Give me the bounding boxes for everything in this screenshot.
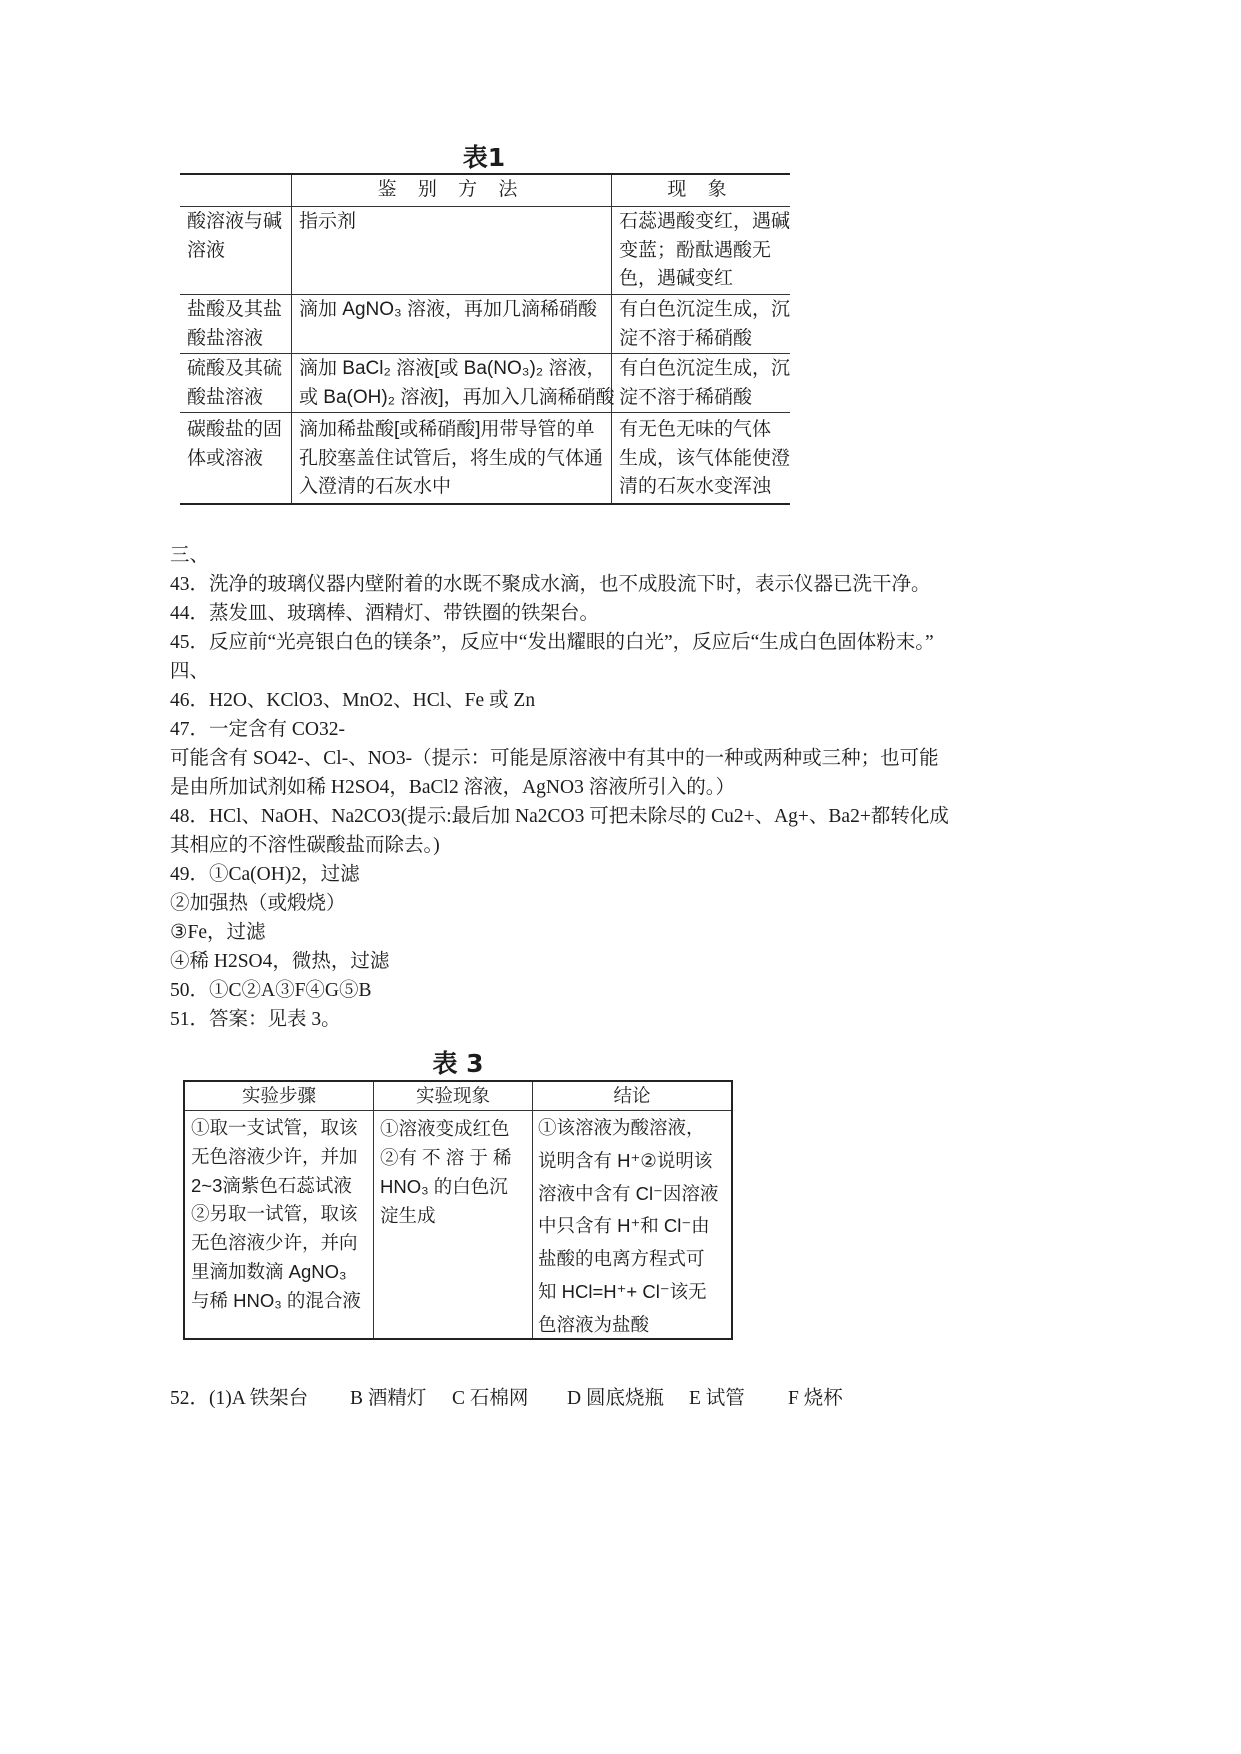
cell-line: 体或溶液	[187, 447, 264, 469]
cell-line: 盐酸的电离方程式可	[538, 1248, 705, 1270]
cell-line: ①该溶液为酸溶液，	[538, 1117, 705, 1138]
cell-line: 滴加 AgNO₃ 溶液，再加几滴稀硝酸	[299, 299, 598, 320]
cell-line: 碳酸盐的固	[187, 419, 283, 440]
answer-text-block	[170, 541, 949, 1034]
answer-line-49-cont: ③Fe，过滤	[170, 922, 266, 943]
q52-item-b: B 酒精灯	[350, 1388, 427, 1409]
answer-line-45: 45．反应前“光亮银白色的镁条”，反应中“发出耀眼的白光”，反应后“生成白色固体粉末。”	[170, 632, 934, 653]
table-1-cell-substance	[180, 207, 292, 294]
answer-line-49: 49．①Ca(OH)2，过滤	[170, 864, 360, 885]
table-1-row	[180, 295, 790, 354]
table-1-cell-method	[292, 295, 612, 353]
table-1-cell-substance	[180, 354, 292, 412]
cell-line: 滴加 BaCl₂ 溶液[或 Ba(NO₃)₂ 溶液，	[299, 358, 606, 379]
table-1-row	[180, 354, 790, 413]
cell-line: 滴加稀盐酸[或稀硝酸]用带导管的单	[299, 419, 595, 440]
table-1-row	[180, 413, 790, 503]
cell-line: ②有 不 溶 于 稀	[380, 1147, 512, 1168]
table-1-cell-phenomenon	[612, 207, 790, 294]
cell-line: 淀生成	[380, 1205, 436, 1226]
table-1-header-row	[180, 175, 790, 207]
cell-line: 指示剂	[299, 211, 357, 232]
cell-line: 无色溶液少许，并加	[191, 1145, 358, 1167]
answer-line-47-cont: 是由所加试剂如稀 H2SO4，BaCl2 溶液，AgNO3 溶液所引入的。）	[170, 777, 735, 798]
q52-item-f: F 烧杯	[788, 1388, 843, 1409]
cell-line: 溶液	[187, 239, 226, 261]
table-3-cell-conclusion	[533, 1111, 731, 1338]
q52-item-e: E 试管	[689, 1388, 745, 1409]
answer-line-49-cont: ④稀 H2SO4，微热，过滤	[170, 951, 390, 972]
q52-item-d: D 圆底烧瓶	[567, 1388, 664, 1409]
cell-line: 或 Ba(OH)₂ 溶液]，再加入几滴稀硝酸	[299, 386, 615, 408]
cell-line: 入澄清的石灰水中	[299, 476, 452, 497]
q52-item-c: C 石棉网	[452, 1388, 529, 1409]
cell-line: 色，遇碱变红	[619, 268, 734, 289]
answer-line-47-cont: 可能含有 SO42-、Cl-、NO3-（提示：可能是原溶液中有其中的一种或两种或三种；也可能	[170, 748, 939, 769]
answer-line-50: 50．①C②A③F④G⑤B	[170, 980, 372, 1001]
cell-line: 有无色无味的气体	[619, 419, 772, 440]
cell-line: ①取一支试管，取该	[191, 1117, 358, 1138]
cell-line: 说明含有 H⁺②说明该	[538, 1149, 713, 1171]
table-3-header-conclusion: 结论	[613, 1085, 651, 1106]
table-1-header-phenomenon: 现 象	[667, 179, 735, 200]
cell-line: 知 HCl=H⁺+ Cl⁻该无	[538, 1280, 707, 1302]
cell-line: 有白色沉淀生成，沉	[619, 299, 791, 320]
table-3-header-steps: 实验步骤	[185, 1082, 374, 1110]
answer-line-52	[0, 1384, 1241, 1413]
answer-line-44: 44．蒸发皿、玻璃棒、酒精灯、带铁圈的铁架台。	[170, 603, 600, 624]
table-3	[183, 1080, 733, 1340]
table-1-cell-method	[292, 354, 615, 412]
table-3-title: 表 3	[432, 1049, 484, 1078]
answer-line-49-cont: ②加强热（或煅烧）	[170, 893, 346, 914]
cell-line: 淀不溶于稀硝酸	[619, 327, 753, 349]
table-1-cell-phenomenon	[612, 413, 790, 503]
table-3-cell-phenomena	[374, 1111, 533, 1338]
table-3-row	[185, 1111, 731, 1338]
cell-line: ②另取一试管，取该	[191, 1203, 358, 1225]
cell-line: 淀不溶于稀硝酸	[619, 386, 753, 408]
q52-item-a: 52．(1)A 铁架台	[170, 1388, 309, 1409]
cell-line: ①溶液变成红色	[380, 1118, 510, 1139]
cell-line: 无色溶液少许，并向	[191, 1232, 358, 1254]
table-1-cell-phenomenon	[612, 295, 790, 353]
cell-line: 酸盐溶液	[187, 327, 264, 349]
table-3-header-row	[185, 1082, 731, 1111]
cell-line: 有白色沉淀生成，沉	[619, 358, 791, 379]
cell-line: 溶液中含有 Cl⁻因溶液	[538, 1182, 719, 1204]
cell-line: 硫酸及其硫	[187, 358, 283, 379]
cell-line: 色溶液为盐酸	[538, 1313, 650, 1335]
cell-line: 里滴加数滴 AgNO₃	[191, 1260, 347, 1282]
answer-line-43: 43．洗净的玻璃仪器内壁附着的水既不聚成水滴，也不成股流下时，表示仪器已洗干净。	[170, 574, 931, 595]
cell-line: 酸盐溶液	[187, 386, 264, 408]
answer-line-48-cont: 其相应的不溶性碳酸盐而除去。)	[170, 835, 440, 856]
cell-line: 孔胶塞盖住试管后，将生成的气体通	[299, 447, 604, 469]
table-1-cell-method	[292, 413, 612, 503]
table-1-cell-substance	[180, 295, 292, 353]
cell-line: 变蓝；酚酞遇酸无	[619, 239, 772, 261]
table-1-header-method: 鉴 别 方 法	[292, 175, 612, 206]
cell-line: 酸溶液与碱	[187, 211, 283, 232]
table-1-header-substance	[180, 175, 292, 206]
cell-line: 2~3滴紫色石蕊试液	[191, 1174, 352, 1196]
table-1-title: 表1	[462, 143, 506, 172]
cell-line: 与稀 HNO₃ 的混合液	[191, 1289, 361, 1311]
cell-line: 盐酸及其盐	[187, 299, 283, 320]
answer-line-46: 46．H2O、KClO3、MnO2、HCl、Fe 或 Zn	[170, 690, 536, 711]
table-1-cell-phenomenon	[612, 354, 790, 412]
answer-line-48: 48．HCl、NaOH、Na2CO3(提示:最后加 Na2CO3 可把未除尽的 Cu2+、Ag+、Ba2+都转化成	[170, 806, 949, 827]
cell-line: 清的石灰水变浑浊	[619, 476, 772, 497]
cell-line: HNO₃ 的白色沉	[380, 1176, 508, 1197]
table-3-header-phenomena: 实验现象	[374, 1082, 533, 1110]
cell-line: 石蕊遇酸变红，遇碱	[619, 211, 791, 232]
table-1-cell-method	[292, 207, 612, 294]
cell-line: 生成，该气体能使澄	[619, 447, 791, 469]
answer-line-51: 51．答案：见表 3。	[170, 1009, 341, 1030]
section-heading-4: 四、	[170, 661, 210, 682]
cell-line: 中只含有 H⁺和 Cl⁻由	[538, 1215, 710, 1237]
section-heading-3: 三、	[170, 545, 210, 566]
table-1-cell-substance	[180, 413, 292, 503]
table-1-row	[180, 207, 790, 295]
table-1	[180, 173, 790, 505]
table-3-cell-steps	[185, 1111, 374, 1338]
answer-line-47: 47．一定含有 CO32-	[170, 719, 345, 740]
